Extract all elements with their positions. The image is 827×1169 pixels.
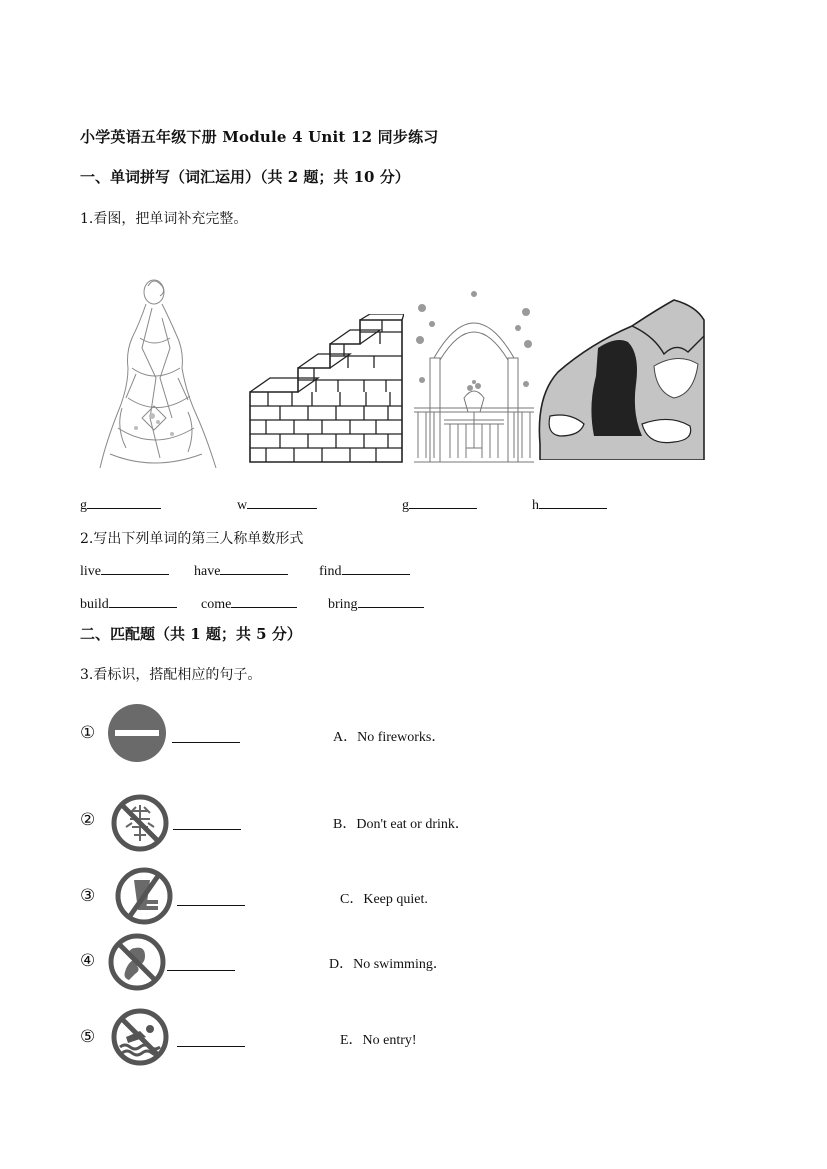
brick-wall-picture [248, 314, 404, 464]
answer-blank[interactable] [177, 891, 245, 906]
word-item [80, 560, 169, 580]
option-d: D．No swimming． [329, 957, 447, 972]
fill-item-1 [80, 494, 161, 514]
item-number: ④ [80, 951, 96, 971]
no-eating-drinking-sign-icon [114, 866, 174, 926]
word-item [319, 560, 410, 580]
answer-blank[interactable] [247, 494, 317, 509]
answer-blank[interactable] [409, 494, 477, 509]
word-label: come [201, 597, 232, 612]
section-heading-word-spelling: 一、单词拼写（词汇运用）（共 2 题；共 10 分） [80, 168, 410, 186]
no-swimming-sign-icon [110, 1007, 170, 1067]
item-number: ② [80, 810, 96, 830]
option-b: B．Don't eat or drink． [333, 817, 469, 832]
question-1-prompt: 1.看图，把单词补充完整。 [80, 211, 248, 227]
fill-letter: g [80, 498, 87, 513]
no-entry-sign-icon [107, 703, 167, 763]
answer-blank[interactable] [167, 956, 235, 971]
answer-blank[interactable] [231, 593, 297, 608]
item-number: ① [80, 723, 96, 743]
word-item [80, 593, 177, 613]
word-item [194, 560, 288, 580]
keep-quiet-sign-icon [107, 932, 167, 992]
fill-letter: g [402, 498, 409, 513]
option-c: C．Keep quiet. [340, 892, 428, 907]
question-3-prompt: 3.看标识，搭配相应的句子。 [80, 667, 262, 683]
item-number: ③ [80, 886, 96, 906]
answer-blank[interactable] [173, 815, 241, 830]
word-label: bring [328, 597, 358, 612]
word-item [201, 593, 297, 613]
question-2-prompt: 2.写出下列单词的第三人称单数形式 [80, 531, 304, 547]
fill-item-2 [237, 494, 317, 514]
cave-house-picture [536, 296, 706, 460]
answer-blank[interactable] [101, 560, 169, 575]
fill-item-3 [402, 494, 477, 514]
answer-blank[interactable] [220, 560, 288, 575]
fill-letter: w [237, 498, 248, 513]
answer-blank[interactable] [172, 728, 240, 743]
section-heading-matching: 二、匹配题（共 1 题；共 5 分） [80, 625, 302, 643]
word-label: find [319, 564, 342, 579]
option-e: E．No entry! [340, 1033, 417, 1048]
answer-blank[interactable] [177, 1032, 245, 1047]
word-item [328, 593, 424, 613]
answer-blank[interactable] [109, 593, 177, 608]
answer-blank[interactable] [539, 494, 607, 509]
girl-in-gown-picture [92, 278, 220, 470]
answer-blank[interactable] [342, 560, 410, 575]
item-number: ⑤ [80, 1027, 96, 1047]
word-label: live [80, 564, 101, 579]
page-title: 小学英语五年级下册 Module 4 Unit 12 同步练习 [80, 128, 439, 146]
answer-blank[interactable] [358, 593, 424, 608]
no-fireworks-sign-icon [110, 793, 170, 853]
garden-gate-picture [414, 288, 534, 464]
word-label: build [80, 597, 109, 612]
word-label: have [194, 564, 221, 579]
answer-blank[interactable] [87, 494, 161, 509]
option-a: A．No fireworks． [333, 730, 446, 745]
fill-item-4 [532, 494, 607, 514]
fill-letter: h [532, 498, 539, 513]
